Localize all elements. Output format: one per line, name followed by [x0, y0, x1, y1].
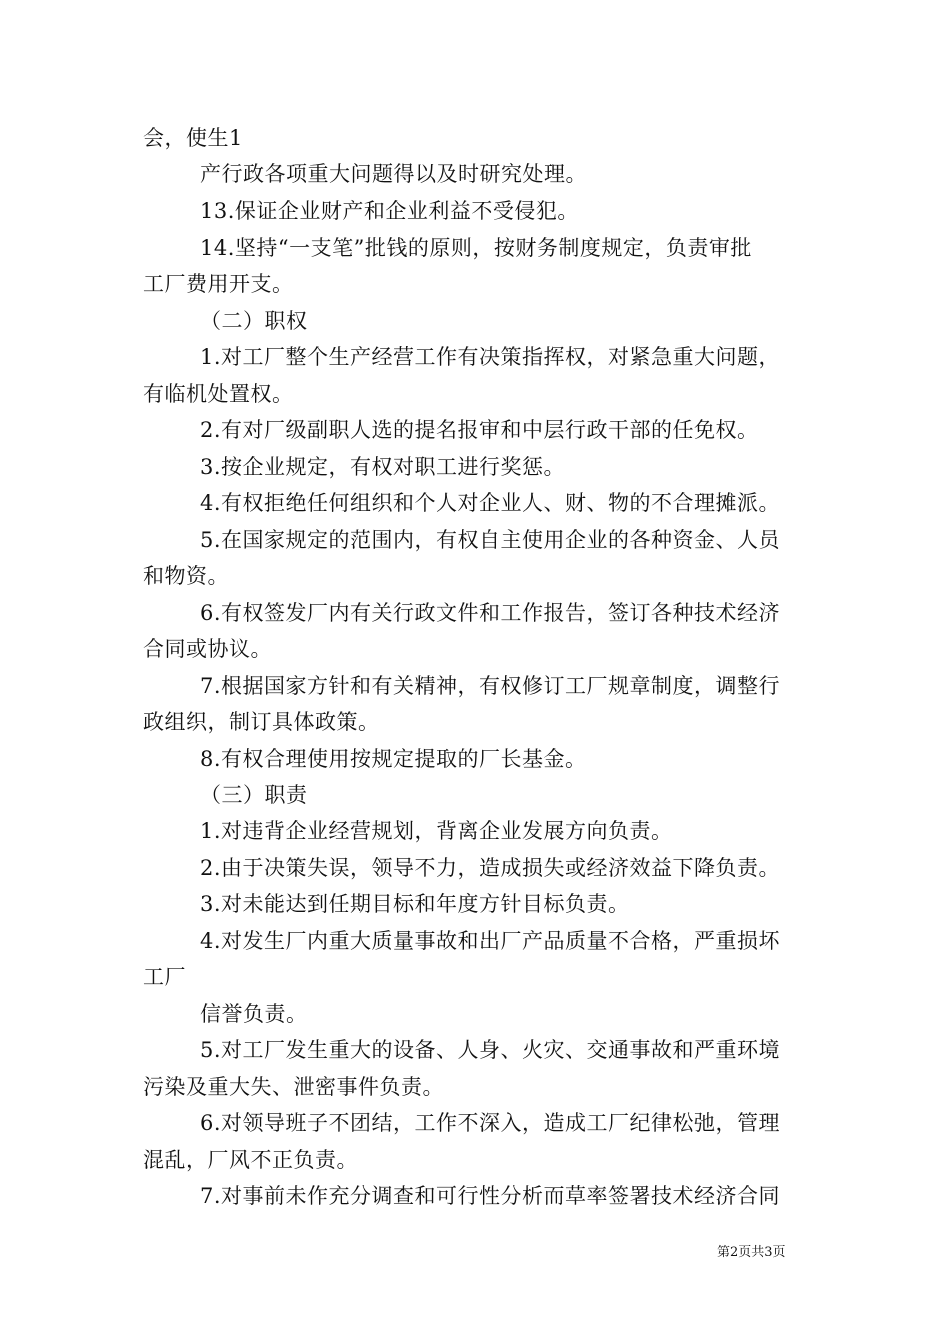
text-line: 6.对领导班子不团结，工作不深入，造成工厂纪律松弛，管理	[200, 1111, 781, 1135]
text-line: 3.按企业规定，有权对职工进行奖惩。	[200, 455, 566, 479]
text-line: 混乱，厂风不正负责。	[143, 1148, 358, 1172]
text-line: 会，使生1	[143, 126, 243, 150]
text-line: 2.有对厂级副职人选的提名报审和中层行政干部的任免权。	[200, 418, 759, 442]
text-line: 工厂费用开支。	[143, 272, 294, 296]
text-line: 1.对工厂整个生产经营工作有决策指挥权，对紧急重大问题，	[200, 345, 781, 369]
text-line: 合同或协议。	[143, 637, 272, 661]
text-line: 5.对工厂发生重大的设备、人身、火灾、交通事故和严重环境	[200, 1038, 781, 1062]
text-line: 13.保证企业财产和企业利益不受侵犯。	[200, 199, 579, 223]
text-line: 14.坚持“一支笔”批钱的原则，按财务制度规定，负责审批	[200, 236, 752, 260]
text-line: 有临机处置权。	[143, 382, 294, 406]
section-heading: （二）职权	[200, 309, 308, 333]
text-line: 和物资。	[143, 564, 229, 588]
text-line: 5.在国家规定的范围内，有权自主使用企业的各种资金、人员	[200, 528, 781, 552]
text-line: 产行政各项重大问题得以及时研究处理。	[200, 162, 587, 186]
text-line: 工厂	[143, 965, 186, 989]
text-line: 4.对发生厂内重大质量事故和出厂产品质量不合格，严重损坏	[200, 929, 781, 953]
text-line: 2.由于决策失误，领导不力，造成损失或经济效益下降负责。	[200, 856, 781, 880]
text-line: 3.对未能达到任期目标和年度方针目标负责。	[200, 892, 630, 916]
page-footer: 第2页共3页	[717, 1245, 786, 1260]
text-line: 7.根据国家方针和有关精神，有权修订工厂规章制度，调整行	[200, 674, 781, 698]
text-line: 6.有权签发厂内有关行政文件和工作报告，签订各种技术经济	[200, 601, 781, 625]
text-line: 4.有权拒绝任何组织和个人对企业人、财、物的不合理摊派。	[200, 491, 781, 515]
text-line: 8.有权合理使用按规定提取的厂长基金。	[200, 747, 587, 771]
text-line: 1.对违背企业经营规划，背离企业发展方向负责。	[200, 819, 673, 843]
text-line: 7.对事前未作充分调查和可行性分析而草率签署技术经济合同	[200, 1184, 781, 1208]
text-line: 污染及重大失、泄密事件负责。	[143, 1075, 444, 1099]
text-line: 政组织，制订具体政策。	[143, 710, 380, 734]
section-heading: （三）职责	[200, 783, 308, 807]
text-line: 信誉负责。	[200, 1002, 308, 1026]
